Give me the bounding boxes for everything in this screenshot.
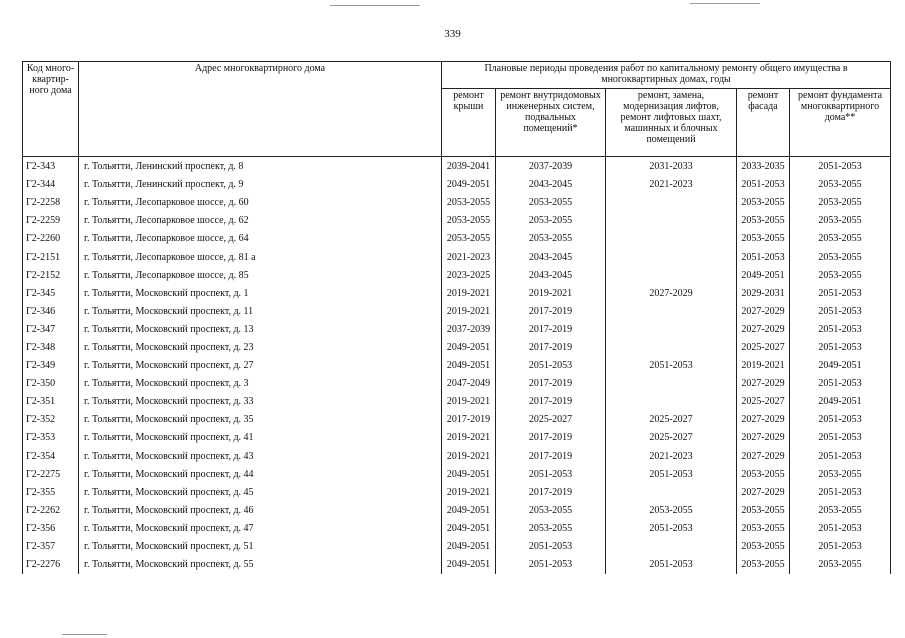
cell-elevators: 2031-2033: [606, 157, 737, 177]
cell-address: г. Тольятти, Московский проспект, д. 35: [79, 411, 442, 429]
cell-foundation: 2053-2055: [790, 466, 891, 484]
cell-foundation: 2051-2053: [790, 321, 891, 339]
cell-systems: 2053-2055: [496, 194, 606, 212]
cell-systems: 2017-2019: [496, 303, 606, 321]
cell-elevators: [606, 230, 737, 248]
cell-elevators: [606, 484, 737, 502]
cell-foundation: 2053-2055: [790, 556, 891, 574]
table-row: [23, 484, 891, 502]
cell-facade: 2053-2055: [737, 538, 790, 556]
table-row: [23, 357, 891, 375]
cell-elevators: [606, 248, 737, 266]
cell-roof: 2053-2055: [442, 212, 496, 230]
cell-facade: 2053-2055: [737, 212, 790, 230]
table-row: [23, 538, 891, 556]
cell-foundation: 2053-2055: [790, 230, 891, 248]
cell-roof: 2019-2021: [442, 285, 496, 303]
cell-systems: 2017-2019: [496, 484, 606, 502]
cell-foundation: 2051-2053: [790, 538, 891, 556]
table-row: [23, 267, 891, 285]
cell-foundation: 2051-2053: [790, 520, 891, 538]
cell-elevators: 2051-2053: [606, 466, 737, 484]
cell-roof: 2017-2019: [442, 411, 496, 429]
cell-code: Г2-348: [23, 339, 79, 357]
cell-address: г. Тольятти, Московский проспект, д. 45: [79, 484, 442, 502]
table-row: [23, 502, 891, 520]
cell-code: Г2-355: [23, 484, 79, 502]
cell-code: Г2-349: [23, 357, 79, 375]
cell-foundation: 2049-2051: [790, 357, 891, 375]
cell-systems: 2043-2045: [496, 267, 606, 285]
cell-elevators: 2027-2029: [606, 285, 737, 303]
cell-systems: 2051-2053: [496, 357, 606, 375]
cell-code: Г2-347: [23, 321, 79, 339]
cell-systems: 2053-2055: [496, 502, 606, 520]
table-row: [23, 448, 891, 466]
cell-address: г. Тольятти, Московский проспект, д. 41: [79, 429, 442, 447]
cell-foundation: 2053-2055: [790, 267, 891, 285]
header-facade: ремонт фасада: [737, 89, 790, 157]
cell-code: Г2-354: [23, 448, 79, 466]
cell-roof: 2053-2055: [442, 230, 496, 248]
cell-systems: 2025-2027: [496, 411, 606, 429]
cell-foundation: 2053-2055: [790, 176, 891, 194]
cell-foundation: 2051-2053: [790, 285, 891, 303]
cell-address: г. Тольятти, Лесопарковое шоссе, д. 60: [79, 194, 442, 212]
cell-elevators: 2053-2055: [606, 502, 737, 520]
table-row: [23, 176, 891, 194]
cell-roof: 2049-2051: [442, 339, 496, 357]
cell-address: г. Тольятти, Московский проспект, д. 13: [79, 321, 442, 339]
cell-code: Г2-2262: [23, 502, 79, 520]
table-row: [23, 556, 891, 574]
cell-elevators: [606, 339, 737, 357]
cell-systems: 2053-2055: [496, 230, 606, 248]
header-roof: ремонт крыши: [442, 89, 496, 157]
cell-foundation: 2051-2053: [790, 411, 891, 429]
page-number: 339: [444, 28, 461, 40]
cell-facade: 2053-2055: [737, 466, 790, 484]
table-row: [23, 157, 891, 177]
cell-roof: 2023-2025: [442, 267, 496, 285]
cell-address: г. Тольятти, Московский проспект, д. 44: [79, 466, 442, 484]
cell-facade: 2025-2027: [737, 339, 790, 357]
cell-address: г. Тольятти, Лесопарковое шоссе, д. 64: [79, 230, 442, 248]
cell-code: Г2-343: [23, 157, 79, 177]
cell-elevators: 2021-2023: [606, 176, 737, 194]
cell-foundation: 2053-2055: [790, 248, 891, 266]
cell-elevators: 2051-2053: [606, 556, 737, 574]
table-row: [23, 429, 891, 447]
table-row: [23, 285, 891, 303]
cell-systems: 2051-2053: [496, 556, 606, 574]
header-systems: ремонт внутридомовых инженерных систем, подвальных помещений*: [496, 89, 606, 157]
cell-roof: 2049-2051: [442, 176, 496, 194]
cell-facade: 2049-2051: [737, 267, 790, 285]
cell-roof: 2049-2051: [442, 538, 496, 556]
header-foundation: ремонт фундамента многоквартирного дома**: [790, 89, 891, 157]
cell-foundation: 2051-2053: [790, 339, 891, 357]
cell-facade: 2019-2021: [737, 357, 790, 375]
cell-roof: 2049-2051: [442, 520, 496, 538]
cell-elevators: [606, 212, 737, 230]
cell-facade: 2053-2055: [737, 520, 790, 538]
cell-elevators: 2025-2027: [606, 411, 737, 429]
cell-roof: 2019-2021: [442, 484, 496, 502]
cell-code: Г2-344: [23, 176, 79, 194]
table-header: [23, 62, 891, 157]
cell-code: Г2-346: [23, 303, 79, 321]
cell-elevators: 2051-2053: [606, 520, 737, 538]
cell-code: Г2-2151: [23, 248, 79, 266]
cell-address: г. Тольятти, Лесопарковое шоссе, д. 85: [79, 267, 442, 285]
cell-systems: 2043-2045: [496, 176, 606, 194]
scan-artifact-bottom: [62, 634, 107, 635]
scan-artifact-top-right: [690, 3, 760, 4]
cell-code: Г2-353: [23, 429, 79, 447]
cell-code: Г2-2260: [23, 230, 79, 248]
cell-facade: 2027-2029: [737, 321, 790, 339]
cell-code: Г2-2275: [23, 466, 79, 484]
cell-code: Г2-2259: [23, 212, 79, 230]
table-row: [23, 466, 891, 484]
cell-roof: 2049-2051: [442, 502, 496, 520]
cell-code: Г2-345: [23, 285, 79, 303]
table-row: [23, 339, 891, 357]
cell-foundation: 2051-2053: [790, 303, 891, 321]
table-row: [23, 375, 891, 393]
table-row: [23, 194, 891, 212]
cell-roof: 2019-2021: [442, 303, 496, 321]
cell-foundation: 2051-2053: [790, 484, 891, 502]
cell-facade: 2029-2031: [737, 285, 790, 303]
cell-address: г. Тольятти, Московский проспект, д. 27: [79, 357, 442, 375]
cell-address: г. Тольятти, Лесопарковое шоссе, д. 81 а: [79, 248, 442, 266]
cell-code: Г2-2276: [23, 556, 79, 574]
cell-code: Г2-350: [23, 375, 79, 393]
cell-elevators: 2051-2053: [606, 357, 737, 375]
table-row: [23, 520, 891, 538]
cell-elevators: [606, 267, 737, 285]
cell-systems: 2017-2019: [496, 375, 606, 393]
cell-facade: 2053-2055: [737, 194, 790, 212]
cell-foundation: 2051-2053: [790, 429, 891, 447]
cell-systems: 2017-2019: [496, 339, 606, 357]
cell-roof: 2037-2039: [442, 321, 496, 339]
table-row: [23, 411, 891, 429]
repair-schedule-table: [22, 61, 891, 574]
cell-facade: 2053-2055: [737, 502, 790, 520]
cell-code: Г2-351: [23, 393, 79, 411]
cell-code: Г2-357: [23, 538, 79, 556]
table-row: [23, 303, 891, 321]
cell-systems: 2017-2019: [496, 429, 606, 447]
cell-systems: 2051-2053: [496, 538, 606, 556]
cell-address: г. Тольятти, Московский проспект, д. 43: [79, 448, 442, 466]
cell-roof: 2049-2051: [442, 556, 496, 574]
cell-code: Г2-2258: [23, 194, 79, 212]
cell-systems: 2051-2053: [496, 466, 606, 484]
cell-systems: 2037-2039: [496, 157, 606, 177]
cell-code: Г2-356: [23, 520, 79, 538]
cell-roof: 2049-2051: [442, 466, 496, 484]
cell-address: г. Тольятти, Ленинский проспект, д. 9: [79, 176, 442, 194]
cell-facade: 2053-2055: [737, 556, 790, 574]
cell-systems: 2043-2045: [496, 248, 606, 266]
table-body: [23, 157, 891, 575]
cell-facade: 2051-2053: [737, 248, 790, 266]
cell-address: г. Тольятти, Московский проспект, д. 23: [79, 339, 442, 357]
cell-facade: 2027-2029: [737, 411, 790, 429]
cell-foundation: 2049-2051: [790, 393, 891, 411]
cell-roof: 2019-2021: [442, 429, 496, 447]
cell-foundation: 2051-2053: [790, 448, 891, 466]
cell-roof: 2019-2021: [442, 393, 496, 411]
cell-foundation: 2053-2055: [790, 502, 891, 520]
cell-code: Г2-352: [23, 411, 79, 429]
cell-address: г. Тольятти, Московский проспект, д. 47: [79, 520, 442, 538]
cell-address: г. Тольятти, Московский проспект, д. 55: [79, 556, 442, 574]
cell-facade: 2027-2029: [737, 484, 790, 502]
header-code: Код много-квартир-ного дома: [23, 62, 79, 157]
cell-foundation: 2051-2053: [790, 157, 891, 177]
cell-facade: 2027-2029: [737, 303, 790, 321]
scan-artifact-top: [330, 5, 420, 6]
cell-address: г. Тольятти, Московский проспект, д. 51: [79, 538, 442, 556]
cell-facade: 2027-2029: [737, 375, 790, 393]
cell-elevators: 2025-2027: [606, 429, 737, 447]
cell-code: Г2-2152: [23, 267, 79, 285]
cell-address: г. Тольятти, Московский проспект, д. 11: [79, 303, 442, 321]
cell-roof: 2039-2041: [442, 157, 496, 177]
cell-facade: 2051-2053: [737, 176, 790, 194]
cell-address: г. Тольятти, Московский проспект, д. 1: [79, 285, 442, 303]
cell-systems: 2017-2019: [496, 321, 606, 339]
cell-facade: 2053-2055: [737, 230, 790, 248]
cell-foundation: 2051-2053: [790, 375, 891, 393]
cell-foundation: 2053-2055: [790, 194, 891, 212]
table-row: [23, 321, 891, 339]
cell-elevators: [606, 321, 737, 339]
cell-elevators: 2021-2023: [606, 448, 737, 466]
cell-address: г. Тольятти, Московский проспект, д. 46: [79, 502, 442, 520]
header-periods: Плановые периоды проведения работ по капитальному ремонту общего имущества в многоквартирных домах, годы: [442, 62, 891, 89]
cell-systems: 2053-2055: [496, 520, 606, 538]
cell-roof: 2053-2055: [442, 194, 496, 212]
cell-systems: 2017-2019: [496, 448, 606, 466]
cell-facade: 2027-2029: [737, 448, 790, 466]
table-row: [23, 212, 891, 230]
cell-systems: 2019-2021: [496, 285, 606, 303]
table-row: [23, 230, 891, 248]
cell-roof: 2049-2051: [442, 357, 496, 375]
cell-elevators: [606, 194, 737, 212]
cell-roof: 2021-2023: [442, 248, 496, 266]
table-row: [23, 393, 891, 411]
cell-facade: 2033-2035: [737, 157, 790, 177]
cell-roof: 2047-2049: [442, 375, 496, 393]
header-address: Адрес многоквартирного дома: [79, 62, 442, 157]
cell-elevators: [606, 375, 737, 393]
cell-systems: 2053-2055: [496, 212, 606, 230]
cell-facade: 2025-2027: [737, 393, 790, 411]
cell-address: г. Тольятти, Лесопарковое шоссе, д. 62: [79, 212, 442, 230]
cell-elevators: [606, 303, 737, 321]
cell-address: г. Тольятти, Московский проспект, д. 3: [79, 375, 442, 393]
table-row: [23, 248, 891, 266]
cell-elevators: [606, 538, 737, 556]
cell-foundation: 2053-2055: [790, 212, 891, 230]
cell-facade: 2027-2029: [737, 429, 790, 447]
cell-elevators: [606, 393, 737, 411]
cell-address: г. Тольятти, Ленинский проспект, д. 8: [79, 157, 442, 177]
header-elevators: ремонт, замена, модернизация лифтов, ремонт лифтовых шахт, машинных и блочных помещений: [606, 89, 737, 157]
cell-roof: 2019-2021: [442, 448, 496, 466]
cell-address: г. Тольятти, Московский проспект, д. 33: [79, 393, 442, 411]
cell-systems: 2017-2019: [496, 393, 606, 411]
